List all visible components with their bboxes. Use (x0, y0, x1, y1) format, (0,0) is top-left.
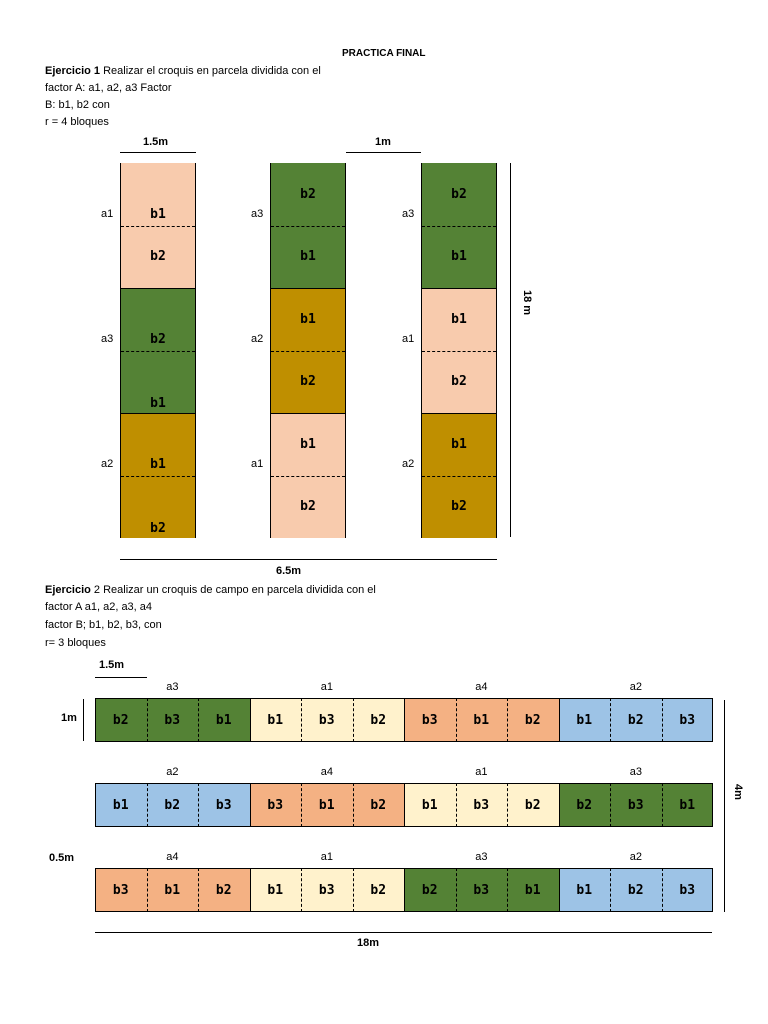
ex2-statement (45, 582, 376, 599)
factor-a-label: a2 (101, 458, 114, 470)
subplot-cell: b1 (473, 712, 490, 728)
ex1-line1: Realizar el croquis en parcela dividida con el (100, 65, 321, 77)
factor-a-label: a1 (320, 681, 333, 693)
subplot-cell: b1 (576, 712, 593, 728)
factor-a-label: a3 (475, 851, 488, 863)
subplot-cell: b1 (267, 712, 284, 728)
ex2-width-dim: 1.5m (99, 659, 125, 671)
subplot-cell: b2 (300, 374, 316, 390)
subplot-cell: b1 (451, 436, 467, 452)
subplot-cell: b3 (318, 712, 335, 728)
subplot-cell: b2 (300, 499, 316, 515)
factor-a-label: a4 (320, 766, 333, 778)
subplot-cell: b2 (215, 882, 232, 898)
subplot-cell: b2 (300, 186, 316, 202)
ex2-heading: Ejercicio (45, 584, 91, 596)
subplot-cell: b3 (679, 712, 696, 728)
subplot-cell: b2 (451, 374, 467, 390)
subplot-cell: b1 (150, 456, 166, 472)
factor-a-label: a1 (475, 766, 488, 778)
factor-a-label: a1 (402, 333, 415, 345)
ex1-factor-a: factor A: a1, a2, a3 Factor (45, 82, 172, 94)
subplot-cell: b2 (150, 521, 166, 536)
subplot-cell: b1 (524, 882, 541, 898)
subplot-cell: b3 (473, 797, 490, 813)
subplot-cell: b3 (164, 712, 181, 728)
subplot-cell: b2 (421, 882, 438, 898)
subplot-cell: b2 (451, 499, 467, 515)
block-row (95, 783, 713, 827)
subplot-cell: b2 (112, 712, 129, 728)
factor-a-label: a4 (166, 851, 179, 863)
factor-a-label: a2 (402, 458, 415, 470)
subplot-cell: b3 (627, 797, 644, 813)
ex1-factor-b: B: b1, b2 con (45, 99, 110, 111)
factor-a-label: a1 (320, 851, 333, 863)
subplot-cell: b1 (451, 311, 467, 327)
subplot-cell: b2 (150, 331, 166, 347)
ex2-gap-dim: 0.5m (49, 852, 75, 864)
factor-a-label: a1 (101, 208, 114, 220)
ex1-heading: Ejercicio 1 (45, 65, 101, 77)
subplot-cell: b2 (370, 882, 387, 898)
page-title: PRACTICA FINAL (342, 48, 426, 59)
subplot-cell: b1 (215, 712, 232, 728)
subplot-cell: b2 (451, 186, 467, 202)
subplot-cell: b3 (679, 882, 696, 898)
factor-a-label: a3 (629, 766, 642, 778)
ex2-row-height-dim: 1m (61, 712, 77, 724)
subplot-cell: b1 (150, 206, 166, 222)
ex2-width-line (95, 677, 147, 678)
subplot-cell: b1 (164, 882, 181, 898)
subplot-cell: b2 (524, 712, 541, 728)
subplot-cell: b2 (627, 882, 644, 898)
factor-a-label: a3 (101, 333, 114, 345)
ex2-height-line (724, 700, 725, 912)
ex1-statement (45, 63, 321, 80)
ex1-gap-line (346, 152, 421, 153)
subplot-cell: b1 (300, 311, 316, 327)
ex2-factor-b: factor B; b1, b2, b3, con (45, 619, 162, 631)
factor-a-label: a2 (166, 766, 179, 778)
ex1-blocks: r = 4 bloques (45, 116, 109, 128)
ex1-gap-dim: 1m (375, 136, 391, 148)
subplot-cell: b3 (267, 797, 284, 813)
subplot-cell: b1 (451, 249, 467, 265)
ex2-line1: 2 Realizar un croquis de campo en parcela dividida con el (90, 584, 376, 596)
ex1-height-dim: 18 m (521, 290, 533, 316)
subplot-cell: b3 (215, 797, 232, 813)
subplot-cell: b1 (112, 797, 129, 813)
factor-a-label: a2 (629, 851, 642, 863)
ex2-total-dim: 18m (357, 937, 380, 949)
subplot-cell: b2 (627, 712, 644, 728)
subplot-cell: b1 (576, 882, 593, 898)
subplot-cell: b1 (150, 396, 166, 411)
subplot-cell: b1 (421, 797, 438, 813)
subplot-cell: b1 (300, 249, 316, 265)
ex1-width-dim: 1.5m (143, 136, 169, 148)
ex2-total-line (95, 932, 712, 933)
subplot-cell: b3 (112, 882, 129, 898)
subplot-cell: b1 (267, 882, 284, 898)
subplot-cell: b2 (370, 797, 387, 813)
ex2-blocks: r= 3 bloques (45, 637, 106, 649)
subplot-cell: b2 (576, 797, 593, 813)
factor-a-label: a2 (629, 681, 642, 693)
ex1-height-line (510, 163, 511, 537)
subplot-cell: b3 (318, 882, 335, 898)
ex1-total-dim: 6.5m (276, 565, 302, 577)
factor-a-label: a1 (251, 458, 264, 470)
ex1-total-line (120, 559, 497, 560)
subplot-cell: b2 (164, 797, 181, 813)
subplot-cell: b1 (300, 436, 316, 452)
subplot-cell: b2 (370, 712, 387, 728)
subplot-cell: b1 (318, 797, 335, 813)
factor-a-label: a4 (475, 681, 488, 693)
factor-a-label: a3 (402, 208, 415, 220)
ex2-row-height-line (83, 699, 84, 741)
subplot-cell: b1 (679, 797, 696, 813)
ex1-width-line (120, 152, 196, 153)
ex2-height-dim: 4m (732, 784, 744, 800)
factor-a-label: a3 (251, 208, 264, 220)
subplot-cell: b2 (150, 249, 166, 265)
factor-a-label: a2 (251, 333, 264, 345)
block-row (95, 698, 713, 742)
factor-a-label: a3 (166, 681, 179, 693)
subplot-cell: b3 (473, 882, 490, 898)
ex2-factor-a: factor A a1, a2, a3, a4 (45, 601, 153, 613)
subplot-cell: b2 (524, 797, 541, 813)
subplot-cell: b3 (421, 712, 438, 728)
block-row (95, 868, 713, 912)
